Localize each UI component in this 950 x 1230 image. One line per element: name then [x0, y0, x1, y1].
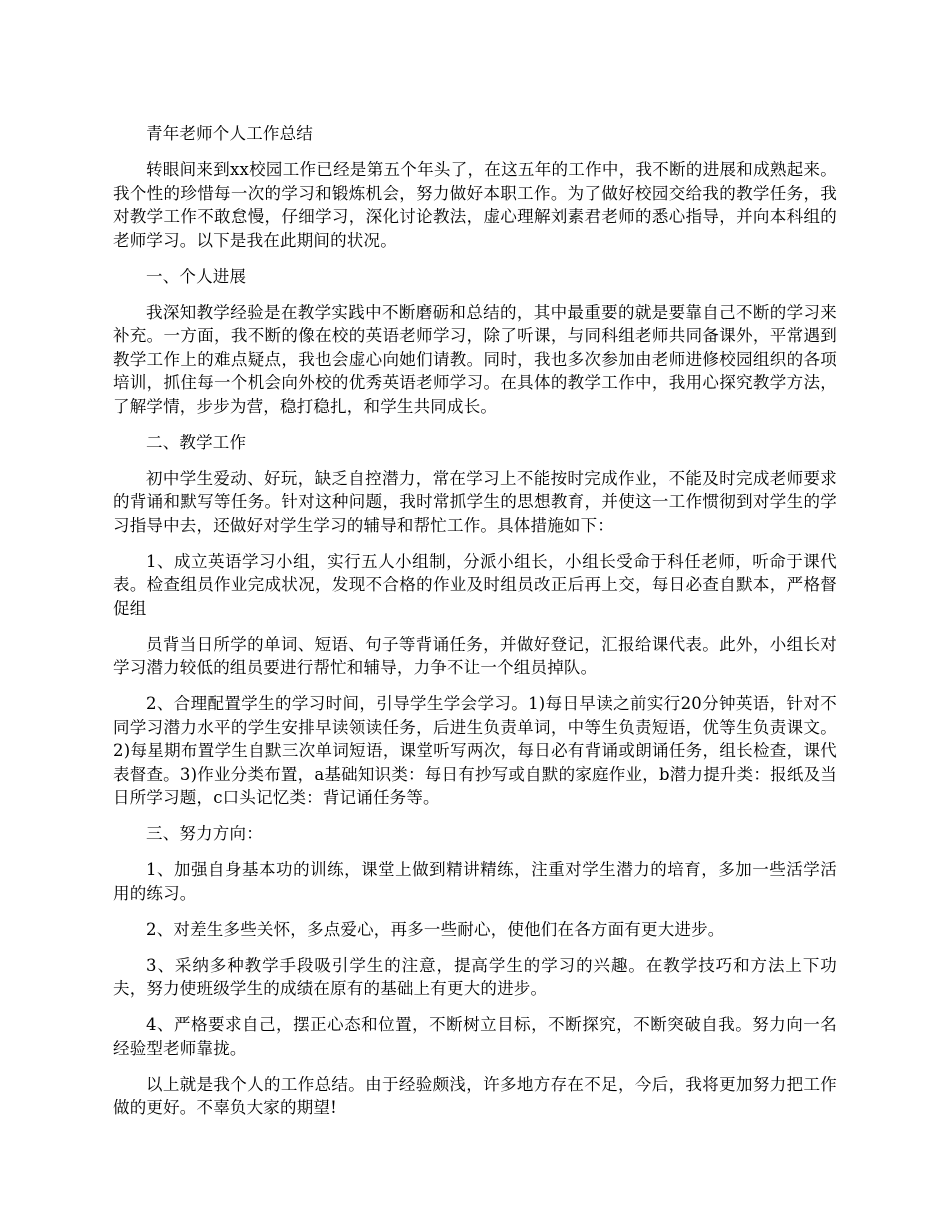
conclusion-paragraph: 以上就是我个人的工作总结。由于经验颇浅，许多地方存在不足，今后，我将更加努力把工作做的更好。不辜负大家的期望!	[113, 1074, 837, 1117]
measure-1-paragraph: 1、成立英语学习小组，实行五人小组制，分派小组长，小组长受命于科任老师，听命于课代表。检查组员作业完成状况，发现不合格的作业及时组员改正后再上交，每日必查自默本，严格督促组	[113, 551, 837, 618]
teaching-work-paragraph: 初中学生爱动、好玩，缺乏自控潜力，常在学习上不能按时完成作业，不能及时完成老师要求的背诵和默写等任务。针对这种问题，我时常抓学生的思想教育，并使这一工作惯彻到对学生的学习指导中去，还做好对学生学习的辅导和帮忙工作。具体措施如下：	[113, 468, 837, 535]
section-heading-effort-direction: 三、努力方向：	[146, 824, 263, 843]
intro-paragraph: 转眼间来到xx校园工作已经是第五个年头了，在这五年的工作中，我不断的进展和成熟起来。我个性的珍惜每一次的学习和锻炼机会，努力做好本职工作。为了做好校园交给我的教学任务，我对教学工作不敢怠慢，仔细学习，深化讨论教法，虚心理解刘素君老师的悉心指导，并向本科组的老师学习。以下是我在此期间的状况。	[113, 160, 837, 250]
direction-2-paragraph: 2、对差生多些关怀，多点爱心，再多一些耐心，使他们在各方面有更大进步。	[146, 919, 725, 939]
section-heading-personal-progress: 一、个人进展	[146, 266, 247, 286]
section-heading-teaching-work: 二、教学工作	[146, 432, 247, 452]
direction-1-paragraph: 1、加强自身基本功的训练，课堂上做到精讲精练，注重对学生潜力的培育，多加一些活学活用的练习。	[113, 860, 837, 903]
document-title: 青年老师个人工作总结	[146, 124, 313, 143]
document-body	[113, 122, 837, 1132]
measure-2-paragraph: 2、合理配置学生的学习时间，引导学生学会学习。1)每日早读之前实行20分钟英语，针对不同学习潜力水平的学生安排早读领读任务，后进生负责单词，中等生负责短语，优等生负责课文。2)每星期布置学生自默三次单词短语，课堂听写两次，每日必有背诵或朗诵任务，组长检查，课代表督查。3)作业分类布置，a基础知识类：每日有抄写或自默的家庭作业，b潜力提升类：报纸及当日所学习题，c口头记忆类：背记诵任务等。	[113, 694, 837, 807]
direction-4-paragraph: 4、严格要求自己，摆正心态和位置，不断树立目标，不断探究，不断突破自我。努力向一名经验型老师靠拢。	[113, 1015, 837, 1058]
direction-3-paragraph: 3、采纳多种教学手段吸引学生的注意，提高学生的学习的兴趣。在教学技巧和方法上下功夫，努力使班级学生的成绩在原有的基础上有更大的进步。	[113, 955, 837, 998]
personal-progress-paragraph: 我深知教学经验是在教学实践中不断磨砺和总结的，其中最重要的就是要靠自己不断的学习来补充。一方面，我不断的像在校的英语老师学习，除了听课，与同科组老师共同备课外，平常遇到教学工作上的难点疑点，我也会虚心向她们请教。同时，我也多次参加由老师进修校园组织的各项培训，抓住每一个机会向外校的优秀英语老师学习。在具体的教学工作中，我用心探究教学方法，了解学情，步步为营，稳打稳扎，和学生共同成长。	[113, 302, 837, 416]
measure-1-continued-paragraph: 员背当日所学的单词、短语、句子等背诵任务，并做好登记，汇报给课代表。此外，小组长对学习潜力较低的组员要进行帮忙和辅导，力争不让一个组员掉队。	[113, 634, 837, 677]
